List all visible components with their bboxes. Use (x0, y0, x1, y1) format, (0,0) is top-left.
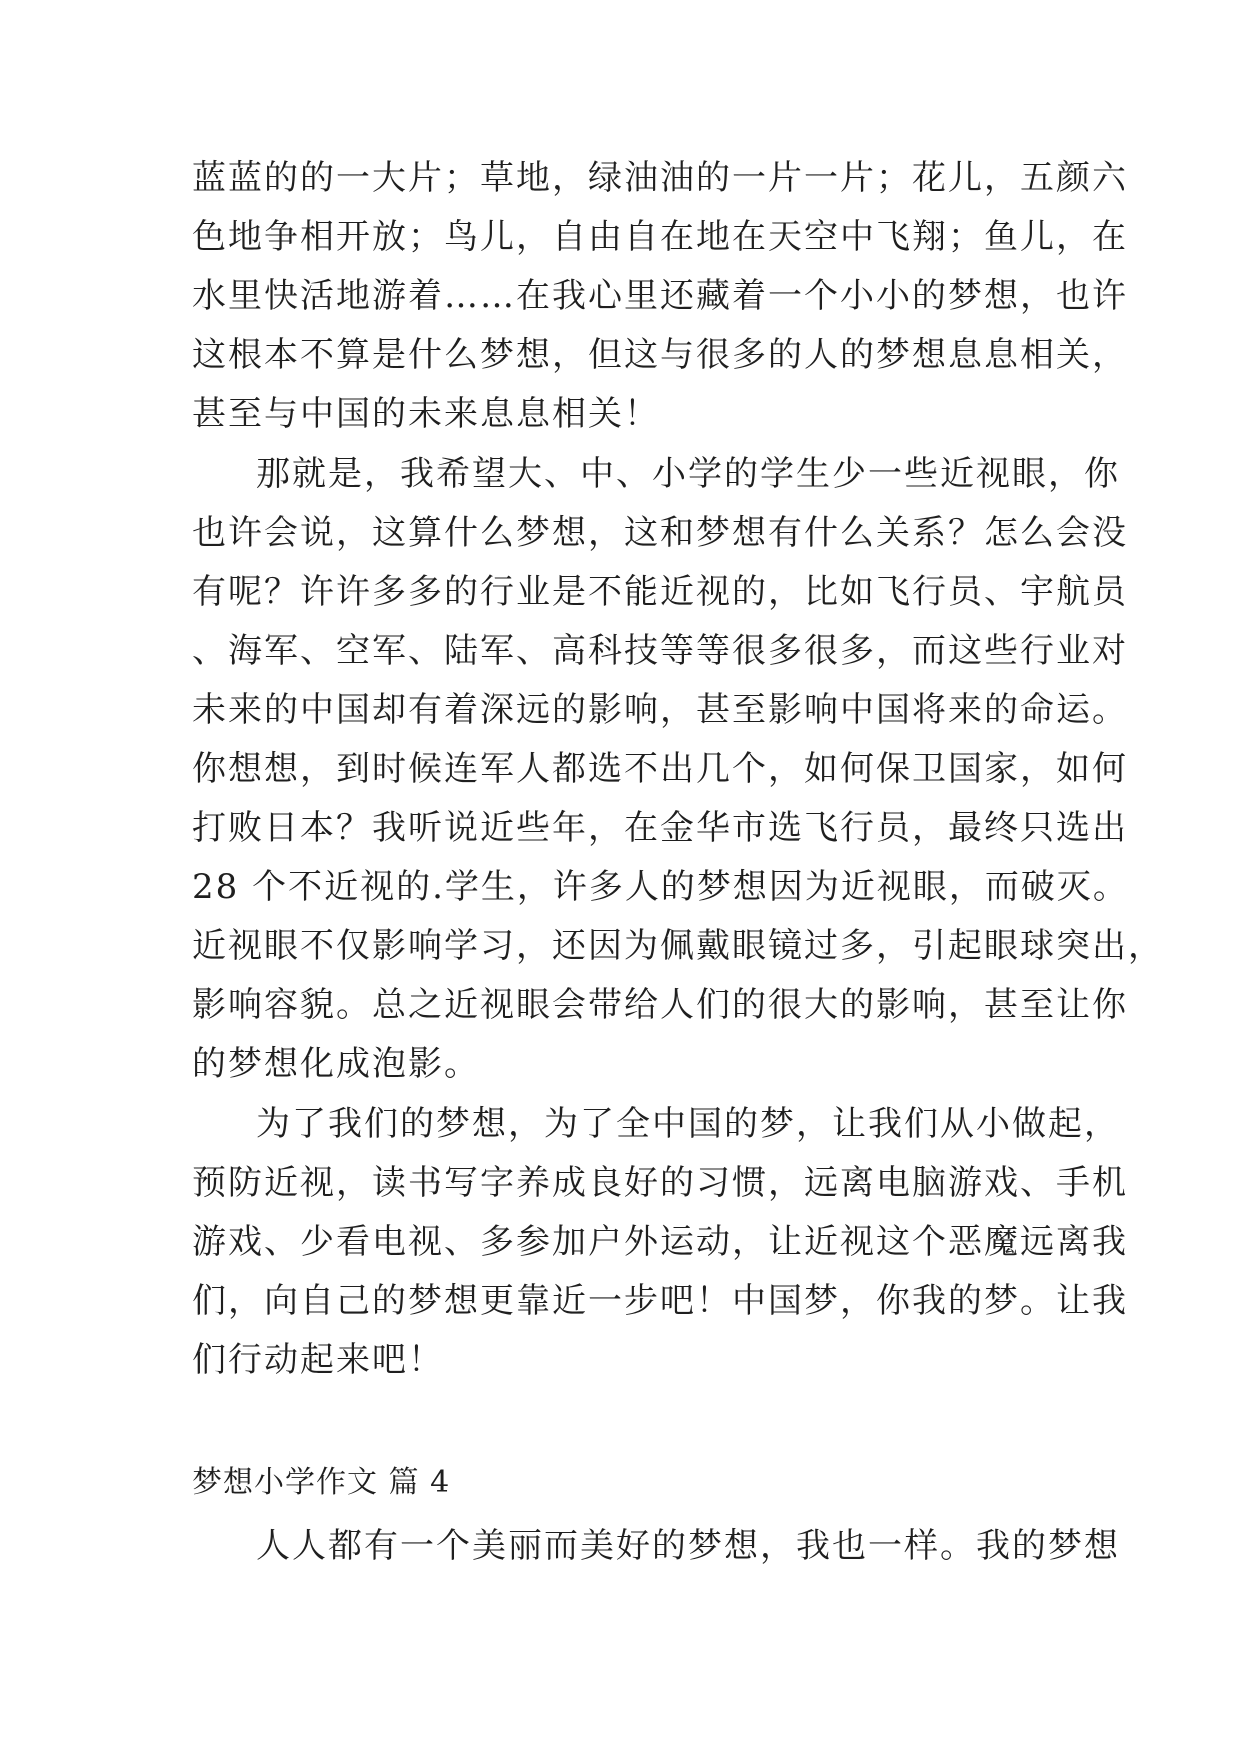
paragraph-line: 影响容貌。总之近视眼会带给人们的很大的影响，甚至让你 (192, 985, 1128, 1025)
paragraph-line: 未来的中国却有着深远的影响，甚至影响中国将来的命运。 (192, 690, 1128, 730)
section-heading: 梦想小学作文 篇 4 (192, 1465, 451, 1500)
paragraph-line: 近视眼不仅影响学习，还因为佩戴眼镜过多，引起眼球突出， (192, 926, 1164, 966)
paragraph-line: 预防近视，读书写字养成良好的习惯，远离电脑游戏、手机 (192, 1163, 1128, 1203)
paragraph-line: 打败日本？我听说近些年，在金华市选飞行员，最终只选出 (192, 808, 1128, 848)
paragraph-line: 为了我们的梦想，为了全中国的梦，让我们从小做起， (256, 1104, 1120, 1144)
paragraph-line: 蓝蓝的的一大片；草地，绿油油的一片一片；花儿，五颜六 (192, 158, 1128, 198)
paragraph-line: 的梦想化成泡影。 (192, 1044, 480, 1084)
paragraph-line: 水里快活地游着……在我心里还藏着一个小小的梦想，也许 (192, 276, 1128, 316)
paragraph-line: 也许会说，这算什么梦想，这和梦想有什么关系？怎么会没 (192, 513, 1128, 553)
paragraph-line: 游戏、少看电视、多参加户外运动，让近视这个恶魔远离我 (192, 1222, 1128, 1262)
paragraph-line: 甚至与中国的未来息息相关！ (192, 394, 660, 434)
paragraph-line: 们行动起来吧！ (192, 1340, 444, 1380)
paragraph-line: 你想想，到时候连军人都选不出几个，如何保卫国家，如何 (192, 749, 1128, 789)
paragraph-line: 有呢？许许多多的行业是不能近视的，比如飞行员、宇航员 (192, 572, 1128, 612)
paragraph-line: 色地争相开放；鸟儿，自由自在地在天空中飞翔；鱼儿，在 (192, 217, 1128, 257)
paragraph-line: 28 个不近视的.学生，许多人的梦想因为近视眼，而破灭。 (192, 867, 1129, 907)
paragraph-line: 这根本不算是什么梦想，但这与很多的人的梦想息息相关， (192, 335, 1128, 375)
paragraph-line: 人人都有一个美丽而美好的梦想，我也一样。我的梦想 (256, 1526, 1120, 1566)
paragraph-line: 那就是，我希望大、中、小学的学生少一些近视眼，你 (256, 454, 1120, 494)
paragraph-line: 们，向自己的梦想更靠近一步吧！中国梦，你我的梦。让我 (192, 1281, 1128, 1321)
paragraph-line: 、海军、空军、陆军、高科技等等很多很多，而这些行业对 (192, 631, 1128, 671)
